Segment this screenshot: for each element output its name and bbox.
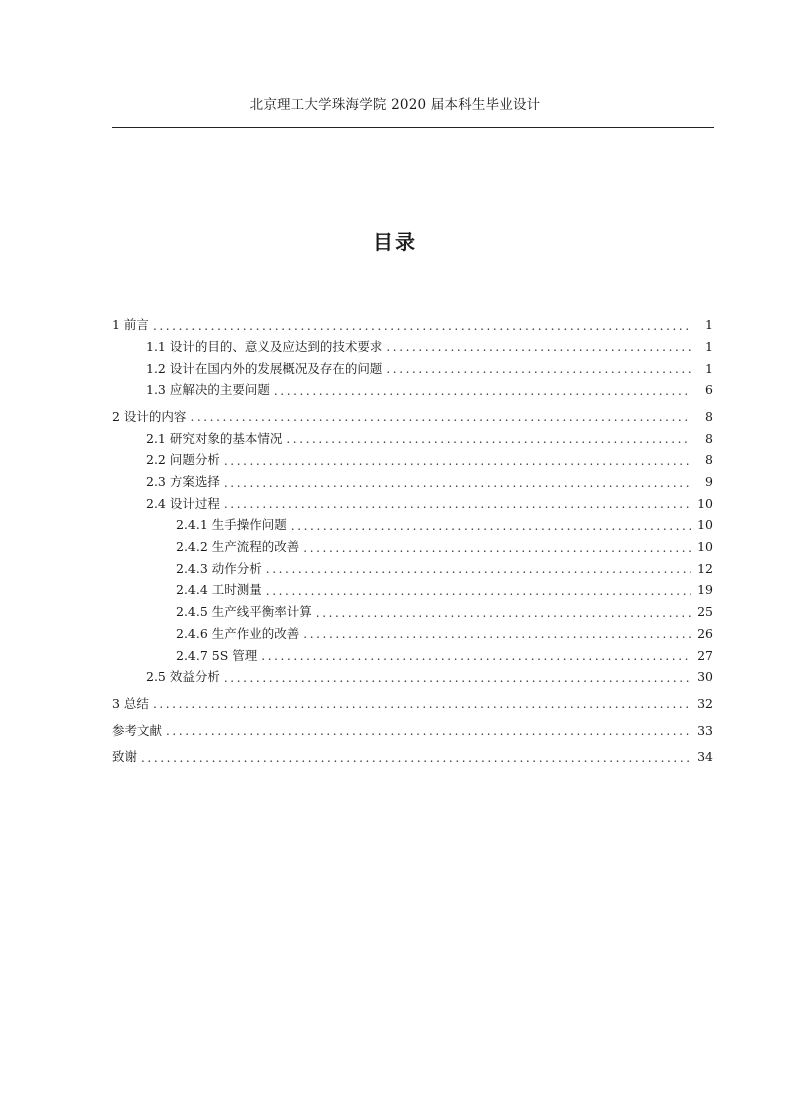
toc-page-number: 30	[697, 669, 713, 685]
toc-entry[interactable]	[112, 715, 714, 737]
toc-page-number: 27	[697, 647, 713, 663]
toc-entry-label: 2.4.7 5S 管理	[176, 647, 258, 663]
page-header: 北京理工大学珠海学院 2020 届本科生毕业设计	[249, 97, 541, 113]
toc-leader-dots	[266, 585, 691, 597]
toc-entry[interactable]	[112, 375, 714, 397]
toc-entry[interactable]	[112, 423, 714, 445]
toc-entry-label: 2.4.6 生产作业的改善	[176, 625, 300, 641]
toc-entry[interactable]	[112, 353, 714, 375]
toc-leader-dots	[386, 363, 691, 375]
toc-page-number: 8	[705, 430, 713, 446]
toc-entry-label: 2.4.4 工时测量	[176, 582, 262, 598]
toc-entry-label: 2.2 问题分析	[146, 452, 220, 468]
toc-page-number: 12	[697, 560, 713, 576]
toc-entry-label: 2.4.1 生手操作问题	[176, 517, 287, 533]
toc-entry[interactable]	[112, 445, 714, 467]
toc-leader-dots	[190, 411, 691, 423]
toc-leader-dots	[266, 563, 691, 575]
toc-entry[interactable]	[112, 689, 714, 711]
toc-entry-label: 1.2 设计在国内外的发展概况及存在的问题	[146, 360, 383, 376]
toc-page-number: 10	[697, 517, 713, 533]
toc-entry-label: 2.1 研究对象的基本情况	[146, 430, 283, 446]
toc-page-number: 32	[697, 695, 713, 711]
toc-entry[interactable]	[112, 489, 714, 511]
toc-page-number: 26	[697, 625, 713, 641]
toc-entry-label: 1 前言	[112, 317, 149, 333]
toc-leader-dots	[153, 698, 691, 710]
toc-entry[interactable]	[112, 532, 714, 554]
toc-entry[interactable]	[112, 597, 714, 619]
toc-leader-dots	[141, 752, 691, 764]
page-title: 目录	[373, 230, 417, 254]
toc-entry[interactable]	[112, 619, 714, 641]
toc-leader-dots	[291, 520, 691, 532]
toc-page-number: 19	[697, 582, 713, 598]
toc-leader-dots	[286, 433, 691, 445]
toc-entry[interactable]	[112, 402, 714, 424]
toc-entry[interactable]	[112, 467, 714, 489]
toc-entry-label: 致谢	[112, 749, 138, 765]
toc-entry-label: 2 设计的内容	[112, 408, 187, 424]
toc-page-number: 10	[697, 495, 713, 511]
toc-page-number: 9	[705, 474, 713, 489]
toc-leader-dots	[224, 455, 691, 467]
toc-leader-dots	[166, 725, 691, 737]
toc-entry[interactable]	[112, 640, 714, 662]
toc-leader-dots	[224, 477, 691, 489]
toc-page-number: 1	[705, 338, 713, 354]
toc-entry[interactable]	[112, 742, 714, 764]
toc-entry-label: 3 总结	[112, 695, 149, 711]
toc-leader-dots	[224, 672, 691, 684]
toc-leader-dots	[303, 542, 691, 554]
toc-entry[interactable]	[112, 510, 714, 532]
toc-entry-label: 2.4 设计过程	[146, 495, 220, 511]
toc-leader-dots	[274, 385, 691, 397]
table-of-contents	[112, 310, 714, 764]
toc-page-number: 1	[705, 360, 713, 376]
toc-page-number: 8	[705, 408, 713, 424]
header-divider	[112, 127, 714, 128]
toc-entry-label: 参考文献	[112, 722, 163, 738]
toc-entry-label: 1.3 应解决的主要问题	[146, 382, 270, 398]
toc-entry[interactable]	[112, 332, 714, 354]
toc-page-number: 34	[697, 749, 713, 765]
toc-leader-dots	[386, 341, 691, 353]
toc-entry[interactable]	[112, 554, 714, 576]
toc-entry[interactable]	[112, 662, 714, 684]
toc-entry[interactable]	[112, 575, 714, 597]
toc-entry-label: 2.4.2 生产流程的改善	[176, 539, 300, 555]
toc-leader-dots	[224, 498, 691, 510]
toc-leader-dots	[153, 320, 691, 332]
toc-page-number: 33	[697, 722, 713, 738]
toc-page-number: 10	[697, 539, 713, 555]
toc-entry-label: 2.4.3 动作分析	[176, 560, 262, 576]
toc-page-number: 1	[705, 317, 713, 333]
toc-leader-dots	[303, 628, 691, 640]
toc-entry[interactable]	[112, 310, 714, 332]
toc-entry-label: 1.1 设计的目的、意义及应达到的技术要求	[146, 338, 383, 354]
toc-leader-dots	[316, 607, 691, 619]
toc-page-number: 25	[697, 604, 713, 620]
toc-page-number: 6	[705, 382, 713, 398]
toc-page-number: 8	[705, 452, 713, 468]
toc-entry-label: 2.4.5 生产线平衡率计算	[176, 604, 312, 620]
toc-entry-label: 2.5 效益分析	[146, 669, 220, 685]
toc-entry-label: 2.3 方案选择	[146, 474, 220, 489]
toc-leader-dots	[261, 650, 691, 662]
